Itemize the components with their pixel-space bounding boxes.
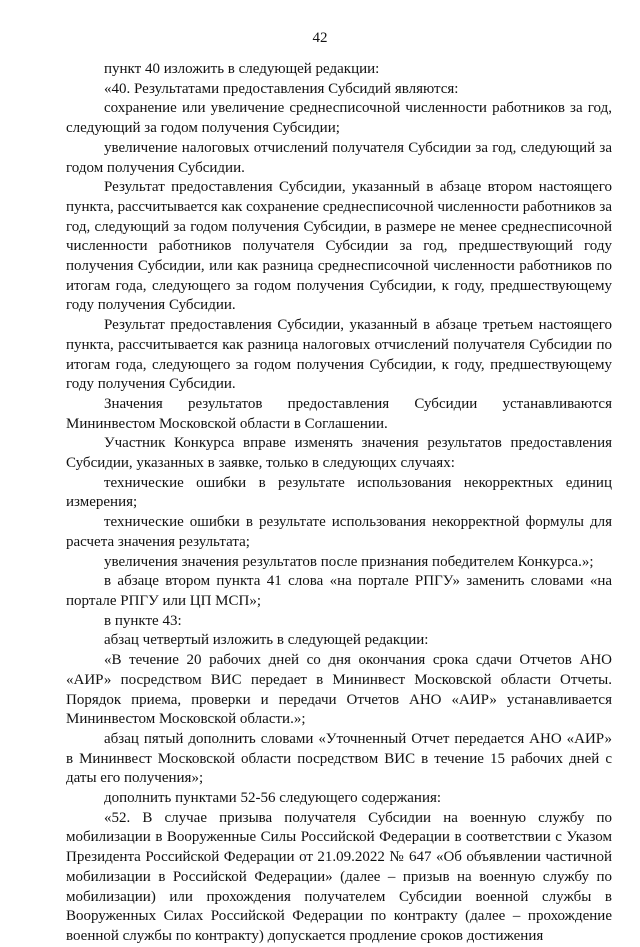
paragraph: пункт 40 изложить в следующей редакции: <box>104 61 380 77</box>
paragraph: Результат предоставления Субсидии, указанный в абзаце втором настоящего пункта, рассчитывается как сохранение среднесписочной численности работников за год, следующий за годом получения Субсидии, в размере не менее среднесписочной численности работников получателя Субсидии за год, предшествующий году получения Субсидии, или как разница среднесписочной численности работников по итогам года, следующего за годом получения Субсидии, к году, предшествующему году получения Субсидии. <box>66 179 612 314</box>
paragraph: Результат предоставления Субсидии, указанный в абзаце третьем настоящего пункта, рассчитывается как разница налоговых отчислений получателя Субсидии по итогам года, следующего за годом получения Субсидии, к году, предшествующему году получения Субсидии. <box>66 317 612 393</box>
paragraph: в абзаце втором пункта 41 слова «на портале РПГУ» заменить словами «на портале РПГУ или ЦП МСП»; <box>66 573 612 609</box>
paragraph: Значения результатов предоставления Субсидии устанавливаются Мининвестом Московской области в Соглашении. <box>66 395 612 432</box>
paragraph: увеличения значения результатов после признания победителем Конкурса.»; <box>104 553 594 570</box>
paragraph: Участник Конкурса вправе изменять значения результатов предоставления Субсидии, указанных в заявке, только в следующих случаях: <box>66 435 612 472</box>
paragraph: в пункте 43: <box>104 612 182 629</box>
page-number: 42 <box>312 30 328 46</box>
paragraph: технические ошибки в результате использования некорректной формулы для расчета значения результата; <box>66 514 612 550</box>
paragraph: сохранение или увеличение среднесписочной численности работников за год, следующий за годом получения Субсидии; <box>66 100 612 137</box>
paragraph: абзац пятый дополнить словами «Уточненный Отчет передается АНО «АИР» в Мининвест Московской области посредством ВИС в течение 15 рабочих дней с даты его получения»; <box>66 730 612 787</box>
paragraph: технические ошибки в результате использования некорректных единиц измерения; <box>66 474 612 511</box>
paragraph: увеличение налоговых отчислений получателя Субсидии за год, следующий за годом получения Субсидии. <box>66 139 612 176</box>
paragraph: «52. В случае призыва получателя Субсидии на военную службу по мобилизации в Вооруженные Силы Российской Федерации в соответствии с Указом Президента Российской Федерации от 21.09.2022 № 647 «Об объявлении частичной мобилизации в Российской Федерации» (далее – призыв на военную службу по мобилизации) или прохождения получателем Субсидии военной службы в Вооруженных Силах Российской Федерации по контракту (далее – прохождение военной службы по контракту) допускается продление сроков достижения <box>66 809 612 944</box>
document-body <box>66 60 612 947</box>
paragraph: «40. Результатами предоставления Субсидий являются: <box>104 80 459 97</box>
paragraph: абзац четвертый изложить в следующей редакции: <box>104 632 429 649</box>
paragraph: дополнить пунктами 52-56 следующего содержания: <box>104 790 442 807</box>
paragraph: «В течение 20 рабочих дней со дня окончания срока сдачи Отчетов АНО «АИР» посредством ВИС передает в Мининвест Московской области Отчеты. Порядок приема, проверки и передачи Отчетов АНО «АИР» устанавливается Мининвестом Московской области.»; <box>66 652 612 728</box>
